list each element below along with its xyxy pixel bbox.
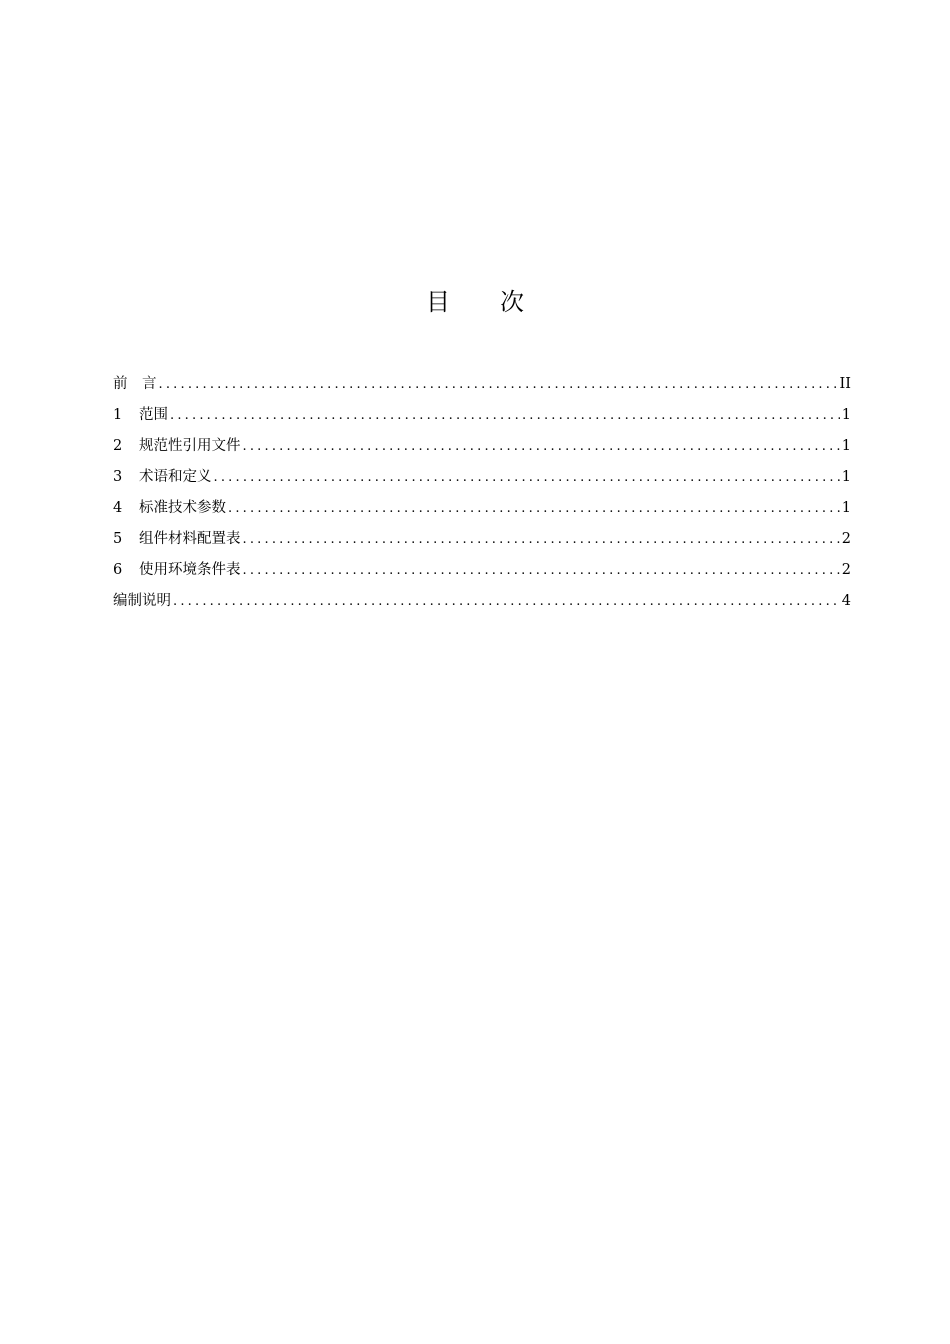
toc-dot-leader <box>228 497 840 521</box>
toc-entry-technical-parameters[interactable] <box>113 496 851 527</box>
toc-entry-number: 2 <box>113 438 123 454</box>
toc-entry-number: 4 <box>113 500 123 516</box>
toc-entry-page: 1 <box>841 438 851 454</box>
toc-entry-page: II <box>839 376 851 392</box>
toc-entry-normative-references[interactable] <box>113 434 851 465</box>
toc-title <box>0 286 950 318</box>
toc-dot-leader <box>243 528 840 552</box>
toc-entry-page: 1 <box>841 500 851 516</box>
toc-entry-label: 组件材料配置表 <box>139 531 241 547</box>
toc-entry-number: 6 <box>113 562 123 578</box>
toc-entry-compilation-notes[interactable] <box>113 589 851 620</box>
toc-entry-label: 编制说明 <box>113 593 171 609</box>
toc-entry-page: 4 <box>841 593 851 609</box>
toc-entry-environment-conditions[interactable] <box>113 558 851 589</box>
toc-dot-leader <box>243 435 840 459</box>
toc-entry-label: 标准技术参数 <box>139 500 226 516</box>
toc-title-char-2: 次 <box>500 288 524 316</box>
toc-entry-label: 规范性引用文件 <box>139 438 241 454</box>
toc-entry-label: 范围 <box>139 407 168 423</box>
toc-entry-number: 3 <box>113 469 123 485</box>
toc-entry-page: 2 <box>841 531 851 547</box>
toc-entry-scope[interactable] <box>113 403 851 434</box>
toc-entry-terms-definitions[interactable] <box>113 465 851 496</box>
toc-entry-page: 2 <box>841 562 851 578</box>
toc-title-char-1: 目 <box>426 288 450 316</box>
toc-entry-page: 1 <box>841 407 851 423</box>
toc-entry-label: 使用环境条件表 <box>139 562 241 578</box>
toc-dot-leader <box>170 404 840 428</box>
toc-dot-leader <box>214 466 840 490</box>
toc-dot-leader <box>173 590 840 614</box>
toc-dot-leader <box>159 373 838 397</box>
toc-list <box>113 372 851 620</box>
toc-entry-label: 前 言 <box>113 376 157 392</box>
toc-entry-number: 5 <box>113 531 123 547</box>
toc-entry-number: 1 <box>113 407 123 423</box>
toc-entry-foreword[interactable] <box>113 372 851 403</box>
toc-entry-page: 1 <box>841 469 851 485</box>
toc-entry-label: 术语和定义 <box>139 469 212 485</box>
toc-entry-material-config[interactable] <box>113 527 851 558</box>
toc-dot-leader <box>243 559 840 583</box>
